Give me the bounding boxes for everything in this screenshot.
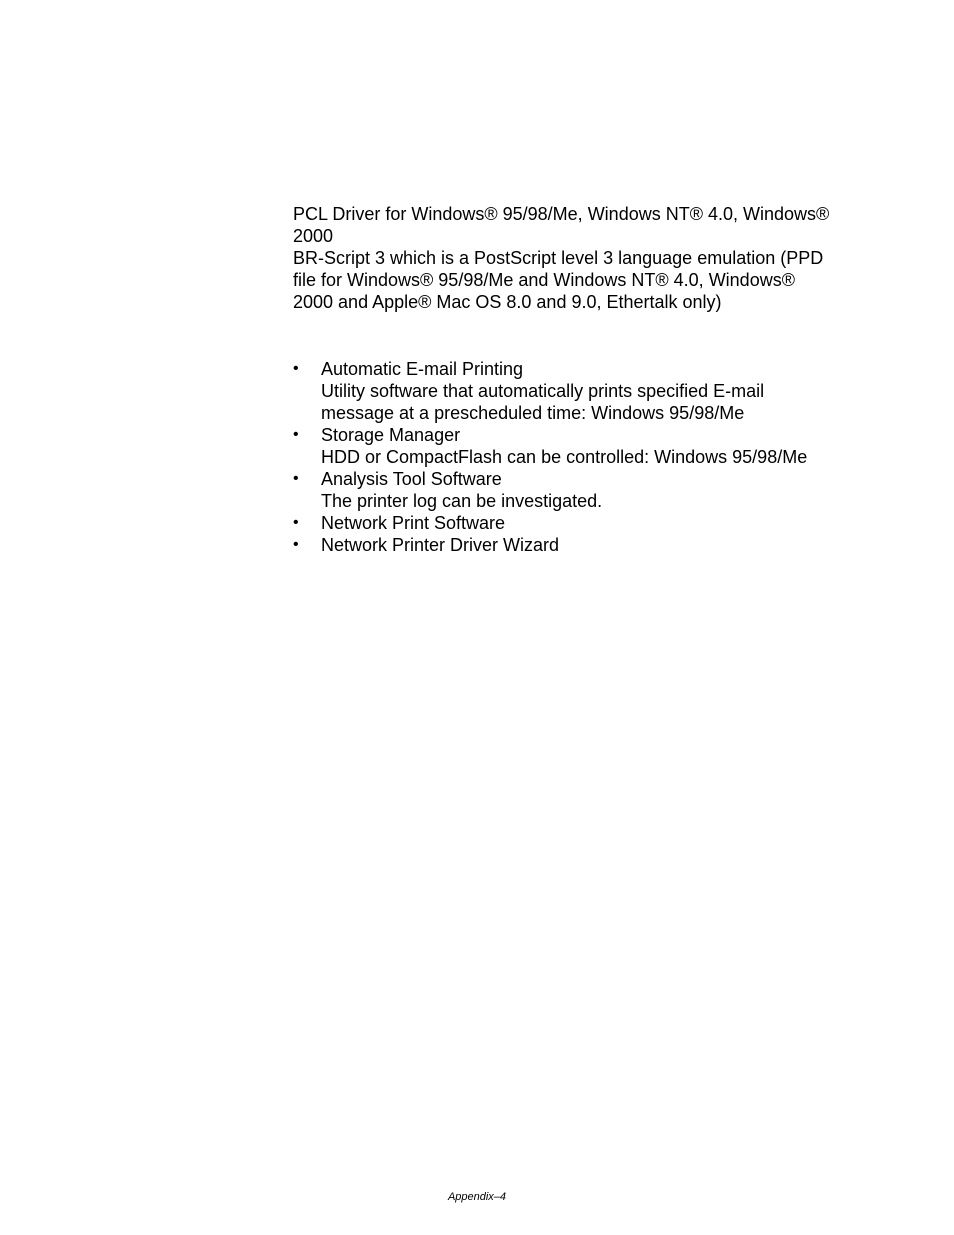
list-item (293, 424, 893, 468)
bullet-icon: • (293, 470, 299, 487)
list-item-description: message at a prescheduled time: Windows 95/98/Me (321, 403, 745, 423)
driver-line: file for Windows® 95/98/Me and Windows NT® 4.0, Windows® (293, 270, 795, 290)
list-item (293, 468, 893, 512)
bullet-icon: • (293, 360, 299, 377)
list-item (293, 534, 893, 556)
list-item-description: Utility software that automatically prints specified E-mail (321, 381, 765, 401)
list-item (293, 512, 893, 534)
bullet-icon: • (293, 426, 299, 443)
printer-driver-description (293, 203, 873, 313)
list-item-description: The printer log can be investigated. (321, 491, 603, 511)
utility-software-list (293, 358, 893, 556)
list-item-title: Network Print Software (321, 513, 506, 533)
list-item-title: Storage Manager (321, 425, 461, 445)
driver-line: PCL Driver for Windows® 95/98/Me, Windows NT® 4.0, Windows® (293, 204, 830, 224)
list-item-description: HDD or CompactFlash can be controlled: Windows 95/98/Me (321, 447, 808, 467)
bullet-icon: • (293, 536, 299, 553)
list-item-title: Network Printer Driver Wizard (321, 535, 560, 555)
bullet-icon: • (293, 514, 299, 531)
driver-line: 2000 and Apple® Mac OS 8.0 and 9.0, Ethertalk only) (293, 292, 722, 312)
driver-line: BR-Script 3 which is a PostScript level 3 language emulation (PPD (293, 248, 824, 268)
driver-line: 2000 (293, 226, 334, 246)
list-item-title: Analysis Tool Software (321, 469, 502, 489)
list-item-title: Automatic E-mail Printing (321, 359, 524, 379)
list-item (293, 358, 893, 424)
page-footer: Appendix–4 (447, 1191, 507, 1203)
